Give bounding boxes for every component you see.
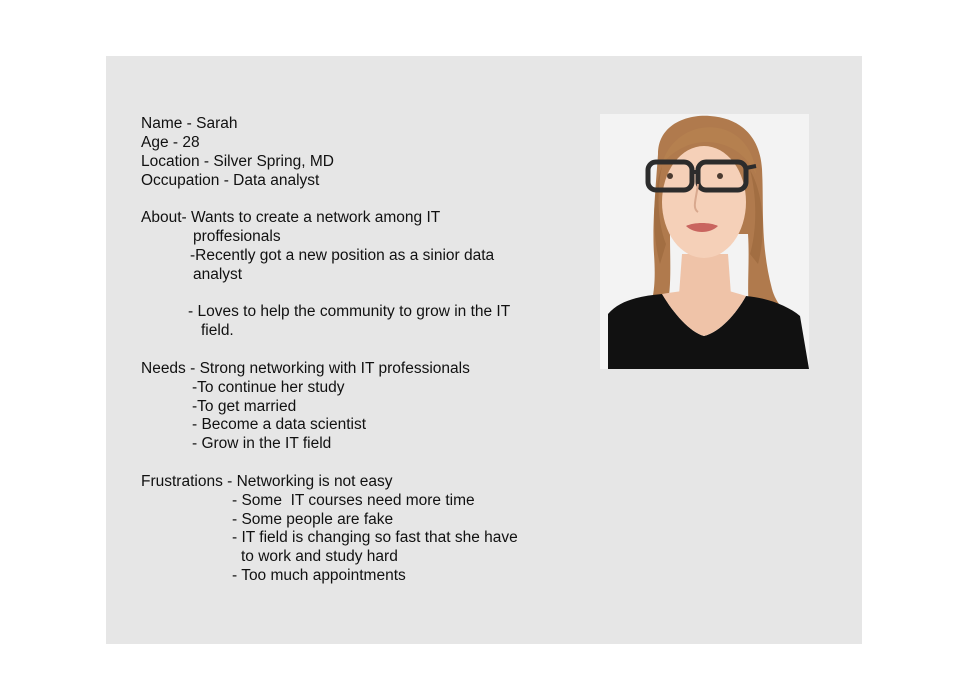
about-line-3: -Recently got a new position as a sinior data bbox=[190, 247, 495, 264]
frustrations-line-1: Frustrations - Networking is not easy bbox=[141, 473, 393, 490]
persona-card bbox=[106, 56, 862, 644]
needs-line-4: - Become a data scientist bbox=[192, 416, 367, 433]
needs-line-5: - Grow in the IT field bbox=[192, 435, 332, 452]
about-line-2: proffesionals bbox=[193, 228, 281, 245]
frustrations-line-2: - Some IT courses need more time bbox=[232, 492, 475, 509]
persona-photo bbox=[600, 114, 809, 369]
frustrations-line-4: - IT field is changing so fast that she have bbox=[232, 529, 518, 546]
persona-portrait-illustration bbox=[600, 114, 809, 369]
frustrations-line-5: to work and study hard bbox=[241, 548, 398, 565]
occupation-line: Occupation - Data analyst bbox=[141, 172, 320, 189]
name-line: Name - Sarah bbox=[141, 115, 238, 132]
about-line-1: About- Wants to create a network among IT bbox=[141, 209, 441, 226]
frustrations-line-3: - Some people are fake bbox=[232, 511, 394, 528]
about-line-4: analyst bbox=[193, 266, 243, 283]
needs-line-2: -To continue her study bbox=[192, 379, 345, 396]
frustrations-line-6: - Too much appointments bbox=[232, 567, 406, 584]
about-line-6: field. bbox=[201, 322, 234, 339]
location-line: Location - Silver Spring, MD bbox=[141, 153, 334, 170]
needs-line-1: Needs - Strong networking with IT professionals bbox=[141, 360, 470, 377]
age-line: Age - 28 bbox=[141, 134, 200, 151]
about-line-5: - Loves to help the community to grow in the IT bbox=[188, 303, 511, 320]
needs-line-3: -To get married bbox=[192, 398, 297, 415]
